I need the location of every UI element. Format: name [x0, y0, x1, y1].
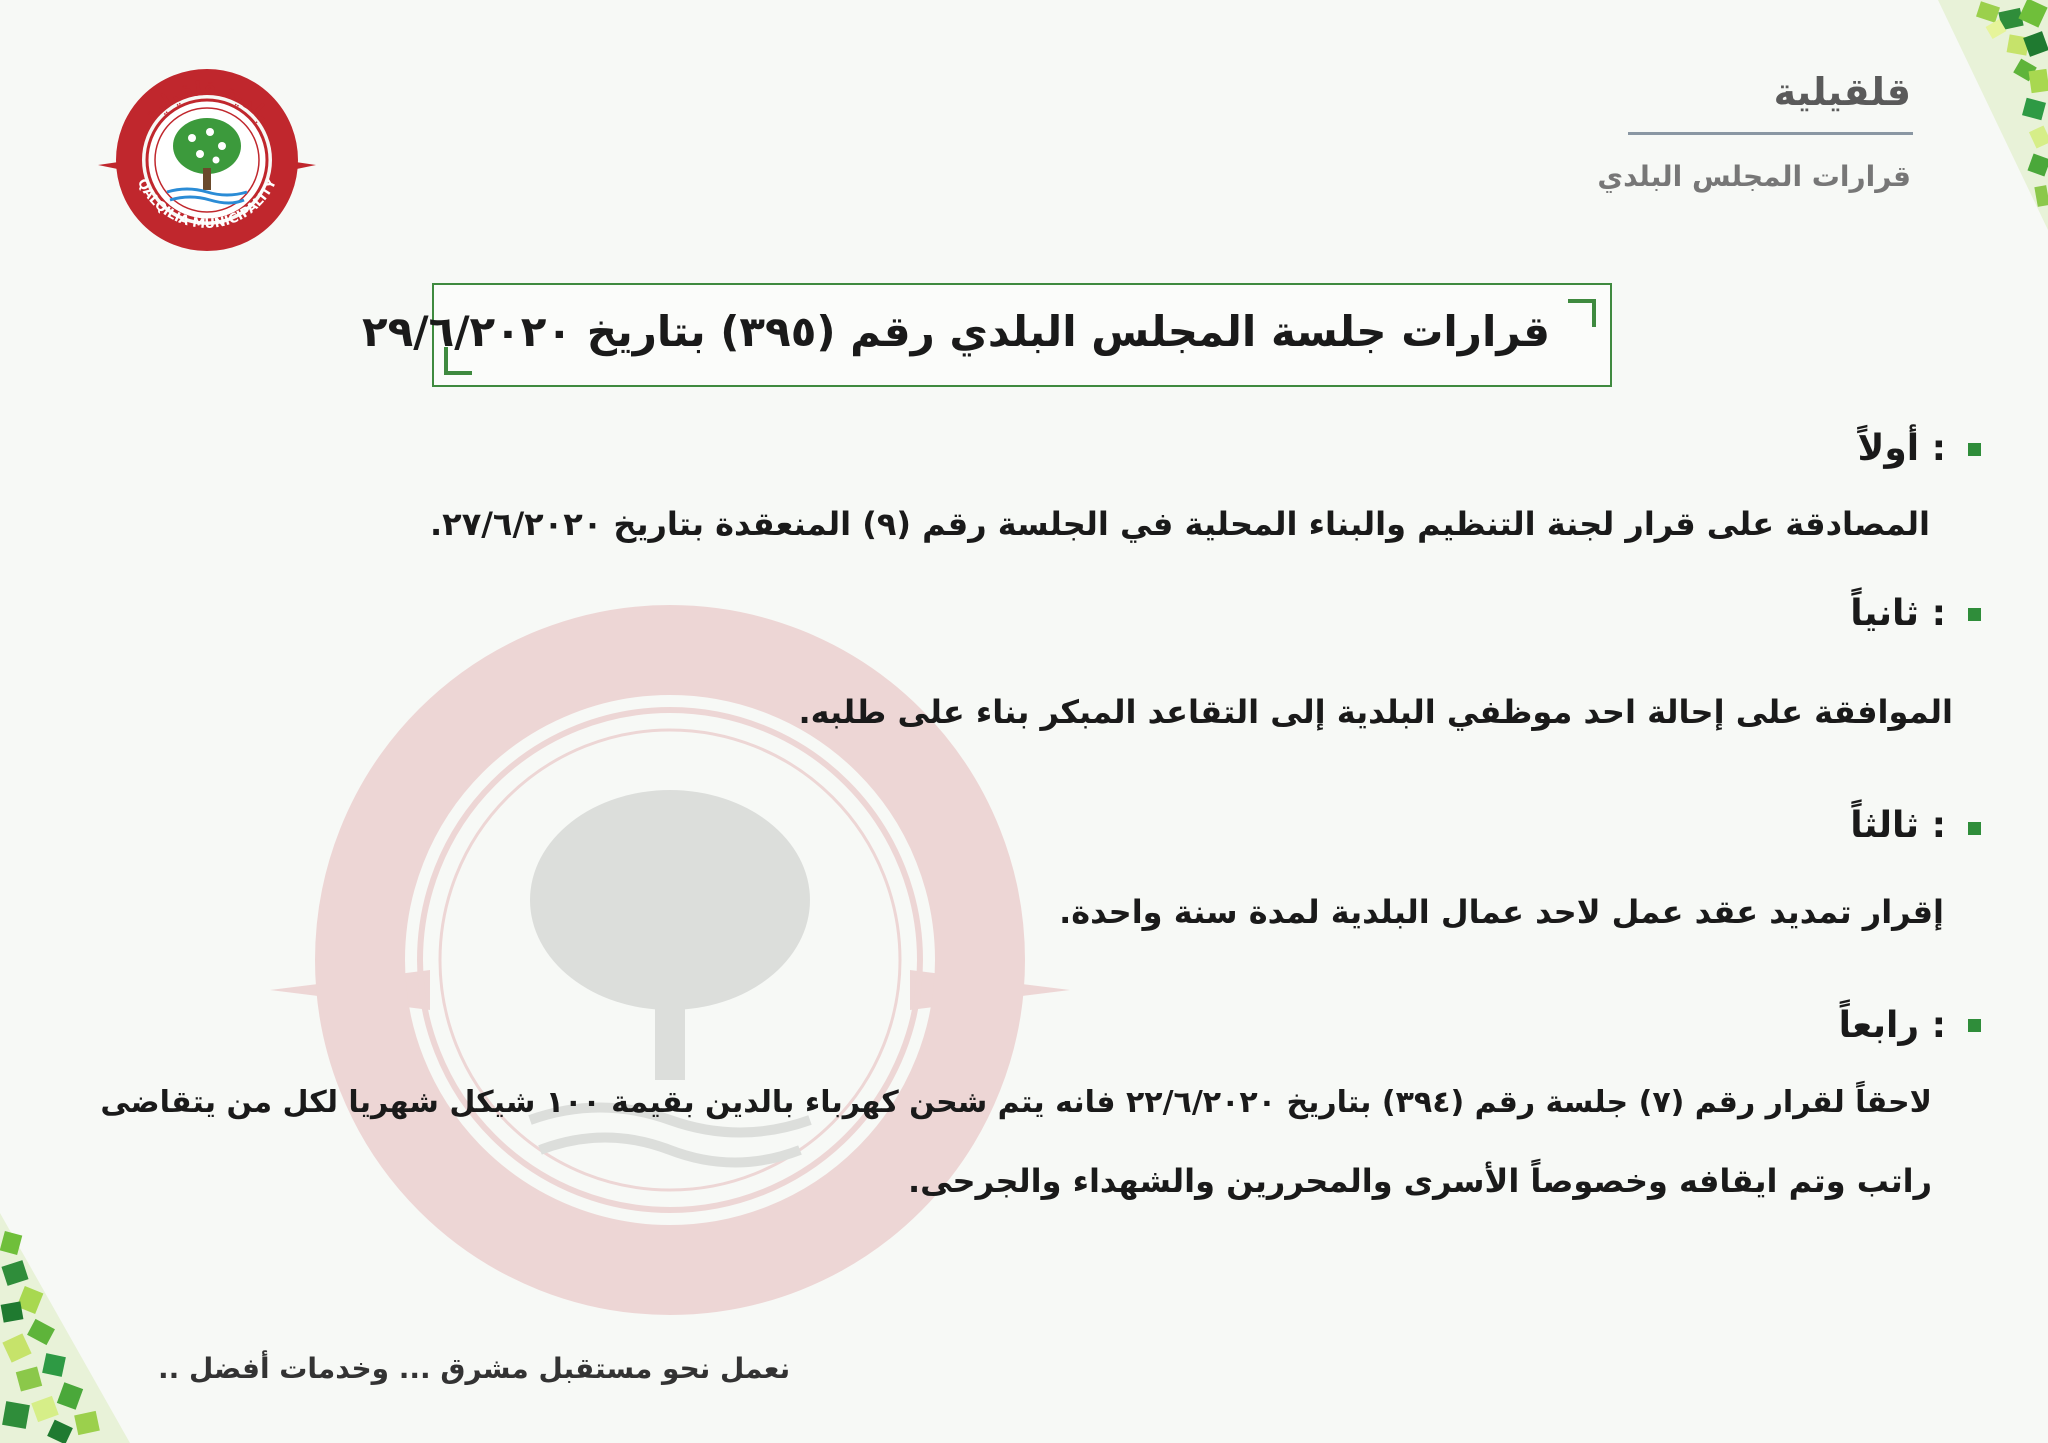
item-text-4-line-2: راتب وتم ايقافه وخصوصاً الأسرى والمحررين والشهداء والجرحى.	[908, 1162, 1932, 1200]
item-heading-4: رابعاً :	[1838, 1005, 1946, 1046]
footer-slogan: نعمل نحو مستقبل مشرق ... وخدمات أفضل ..	[158, 1352, 791, 1385]
item-text-4-line-1: لاحقاً لقرار رقم (٧) جلسة رقم (٣٩٤) بتاريخ ٢٢/٦/٢٠٢٠ فانه يتم شحن كهرباء بالدين بقيمة ١٠٠ شيكل شهريا لكل من يتقاضى	[100, 1085, 1932, 1120]
header-divider	[1628, 132, 1913, 135]
watermark-logo	[270, 560, 1070, 1340]
bullet-icon	[1968, 608, 1981, 621]
item-heading-1: أولاً :	[1857, 428, 1946, 469]
municipality-logo	[92, 60, 322, 260]
bullet-icon	[1968, 1019, 1981, 1032]
logo-arabic-text: بلدية قلقيلية	[138, 75, 276, 127]
corner-decoration-bottom-left	[0, 1213, 130, 1443]
document-title: قرارات جلسة المجلس البلدي رقم (٣٩٥) بتاريخ ٢٩/٦/٢٠٢٠	[361, 307, 1550, 356]
corner-decoration-top-right	[1938, 0, 2048, 230]
city-name-heading: قلقيلية	[1773, 70, 1911, 114]
item-heading-3: ثالثاً :	[1850, 805, 1946, 846]
header-subtitle: قرارات المجلس البلدي	[1597, 160, 1911, 193]
title-corner-bracket	[1568, 299, 1596, 327]
bullet-icon	[1968, 822, 1981, 835]
item-text-2: الموافقة على إحالة احد موظفي البلدية إلى التقاعد المبكر بناء على طلبه.	[798, 693, 1953, 731]
bullet-icon	[1968, 443, 1981, 456]
item-heading-2: ثانياً :	[1850, 593, 1946, 634]
item-text-1: المصادقة على قرار لجنة التنظيم والبناء المحلية في الجلسة رقم (٩) المنعقدة بتاريخ ٢٧/٦/٢٠٢٠.	[430, 505, 1930, 543]
logo-english-text: QALQILIA MUNICIPALITY	[133, 176, 281, 233]
item-text-3: إقرار تمديد عقد عمل لاحد عمال البلدية لمدة سنة واحدة.	[1059, 893, 1944, 931]
title-box	[361, 283, 1612, 387]
